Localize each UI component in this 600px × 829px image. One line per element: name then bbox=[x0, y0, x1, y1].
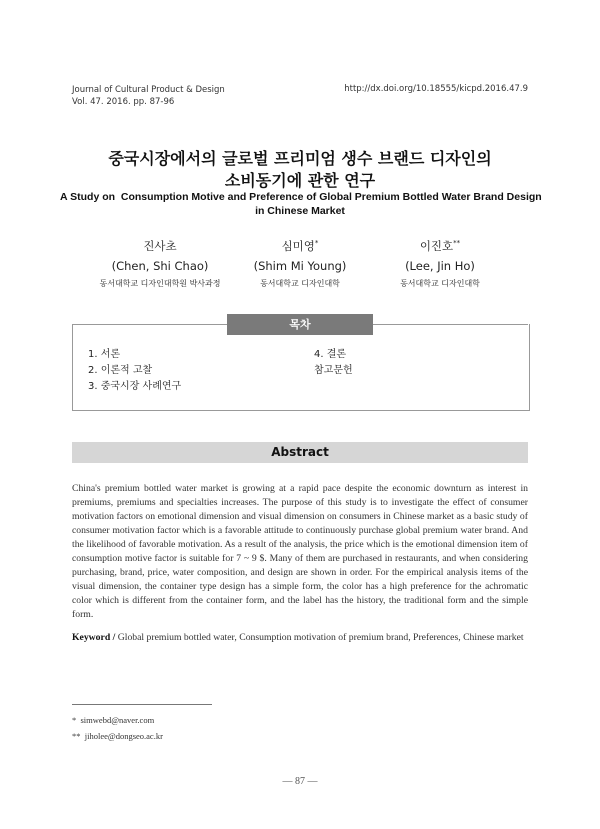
author-affiliation: 동서대학교 디자인대학 bbox=[260, 278, 340, 288]
author-roman-name: (Shim Mi Young) bbox=[253, 258, 347, 273]
doi-link[interactable]: http://dx.doi.org/10.18555/kicpd.2016.47.9 bbox=[344, 84, 528, 94]
english-title bbox=[60, 190, 540, 218]
author-roman-name: (Lee, Jin Ho) bbox=[405, 258, 475, 273]
journal-volume: Vol. 47. 2016. pp. 87-96 bbox=[72, 97, 175, 107]
author-name: 심미영 bbox=[281, 238, 315, 253]
author-3 bbox=[350, 235, 530, 290]
author-mark: ** bbox=[453, 239, 461, 247]
abstract-heading: Abstract bbox=[72, 442, 528, 463]
toc-item[interactable]: 3. 중국시장 사례연구 bbox=[88, 381, 182, 392]
english-title-line-2: in Chinese Market bbox=[255, 205, 345, 217]
author-affiliation: 동서대학교 디자인대학 bbox=[400, 278, 480, 288]
toc-item[interactable]: 참고문헌 bbox=[314, 365, 353, 376]
abstract-body: China's premium bottled water market is growing at a rapid pace despite the economic downturn as interest in premiums, premiums and specialties increases. The purpose of this study is to investigate the effect of consumer motivation factors on emotional dimension and visual dimension on consumers in Chinese market as a basic study of consumer motivation factor which is a favorable attitude to continuously purchase global premium water brand. And the likelihood of favorable motivation. As a result of the analysis, the price which is the emotional dimension item of consumption motive factor is suitable for 7 ~ 9 $. Many of them are purchased in restaurants, and when considering purchasing, brand, price, water composition, and design are shown in order. For the empirical analysis items of the visual dimension, the container type design has a simple form, the color has a high preference for the achromatic color which is different from the container form, and the label has the history, the traditional form and the simple form. bbox=[72, 483, 528, 620]
author-roman-name: (Chen, Shi Chao) bbox=[111, 258, 209, 273]
footnote-rule bbox=[72, 704, 212, 705]
keywords bbox=[72, 631, 528, 645]
footnote-email[interactable]: simwebd@naver.com bbox=[80, 715, 155, 725]
footnote-1 bbox=[72, 712, 163, 728]
footnotes bbox=[72, 712, 163, 744]
page-number: — 87 — bbox=[282, 776, 318, 787]
toc-item[interactable]: 1. 서론 bbox=[88, 349, 121, 360]
author-list bbox=[70, 235, 530, 295]
journal-info bbox=[72, 84, 225, 108]
korean-title-line-1: 중국시장에서의 글로벌 프리미엄 생수 브랜드 디자인의 bbox=[108, 149, 492, 168]
author-name: 진사초 bbox=[143, 238, 177, 253]
author-name: 이진호 bbox=[419, 238, 454, 253]
korean-title bbox=[0, 148, 600, 192]
footnote-2 bbox=[72, 728, 163, 744]
toc-item[interactable]: 2. 이론적 고찰 bbox=[88, 365, 153, 376]
journal-name: Journal of Cultural Product & Design bbox=[72, 85, 225, 95]
footnote-email[interactable]: jiholee@dongseo.ac.kr bbox=[84, 731, 163, 741]
korean-title-line-2: 소비동기에 관한 연구 bbox=[224, 171, 376, 190]
toc-left-column bbox=[88, 347, 181, 395]
english-title-line-1: A Study on Consumption Motive and Preference of Global Premium Bottled Water Brand Design bbox=[60, 191, 542, 203]
keyword-label: Keyword / bbox=[72, 632, 116, 643]
footnote-mark: * bbox=[72, 715, 77, 725]
toc-item[interactable]: 4. 결론 bbox=[314, 349, 347, 360]
footnote-mark: ** bbox=[72, 731, 81, 741]
keyword-text: Global premium bottled water, Consumption motivation of premium brand, Preferences, Chinese market bbox=[117, 632, 524, 643]
author-mark: * bbox=[314, 239, 319, 247]
toc-heading: 목차 bbox=[227, 314, 373, 335]
author-affiliation: 동서대학교 디자인대학원 박사과정 bbox=[99, 278, 221, 288]
toc-right-column bbox=[314, 347, 353, 379]
